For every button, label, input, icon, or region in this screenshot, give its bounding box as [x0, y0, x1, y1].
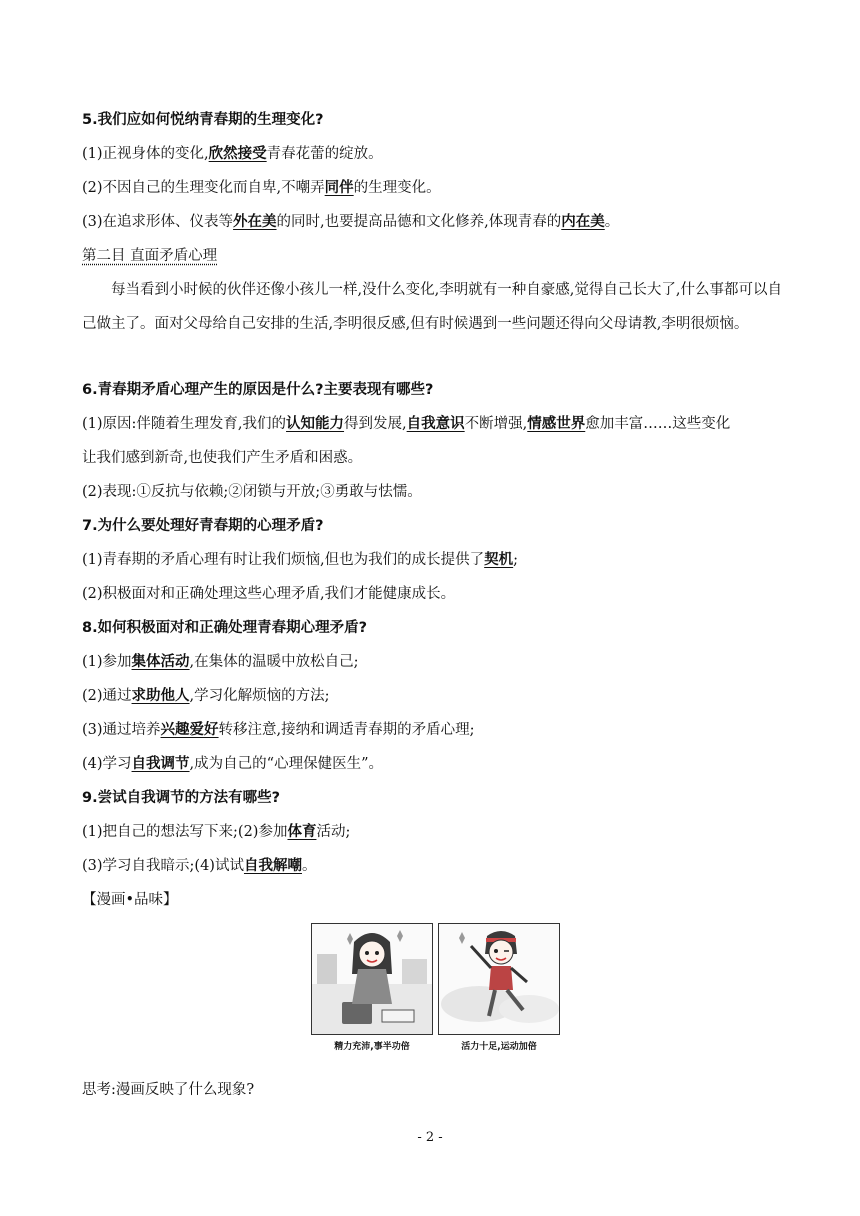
q9-title: 9.尝试自我调节的方法有哪些?	[82, 790, 281, 806]
comic-section-label: 【漫画•品味】	[82, 892, 178, 908]
question-prompt: 思考:漫画反映了什么现象?	[82, 1082, 255, 1098]
keyword: 自我解嘲	[243, 858, 302, 874]
keyword: 情感世界	[527, 416, 586, 432]
keyword: 内在美	[561, 214, 605, 230]
comic-image-running	[438, 923, 560, 1035]
q5-item-1: (1)正视身体的变化,欣然接受青春花蕾的绽放。	[82, 146, 383, 162]
keyword: 同伴	[324, 180, 354, 196]
q5-item-2: (2)不因自己的生理变化而自卑,不嘲弄同伴的生理变化。	[82, 180, 441, 196]
q8-item-1: (1)参加集体活动,在集体的温暖中放松自己;	[82, 654, 359, 670]
comic-panel-working	[311, 923, 433, 1051]
q5-title: 5.我们应如何悦纳青春期的生理变化?	[82, 112, 324, 128]
keyword: 集体活动	[131, 654, 190, 670]
q8-item-4: (4)学习自我调节,成为自己的“心理保健医生”。	[82, 756, 383, 772]
q5-item-3: (3)在追求形体、仪表等外在美的同时,也要提高品德和文化修养,体现青春的内在美。	[82, 214, 620, 230]
keyword: 契机	[484, 552, 514, 568]
q9-line-1: (1)把自己的想法写下来;(2)参加体育活动;	[82, 824, 351, 840]
story-paragraph: 每当看到小时候的伙伴还像小孩儿一样,没什么变化,李明就有一种自豪感,觉得自己长大了,什么事都可以自己做主了。面对父母给自己安排的生活,李明很反感,但有时候遇到一些问题还得向父母请教,李明很烦恼。	[82, 282, 782, 332]
q7-item-1: (1)青春期的矛盾心理有时让我们烦恼,但也为我们的成长提供了契机;	[82, 552, 519, 568]
q6-line-1: (1)原因:伴随着生理发育,我们的认知能力得到发展,自我意识不断增强,情感世界愈加丰富……这些变化	[82, 416, 731, 432]
comic-image-working	[311, 923, 433, 1035]
comic-caption: 活力十足,运动加倍	[461, 1042, 537, 1052]
q9-line-2: (3)学习自我暗示;(4)试试自我解嘲。	[82, 858, 317, 874]
comic-caption: 精力充沛,事半功倍	[334, 1042, 410, 1052]
q6-line-2: 让我们感到新奇,也使我们产生矛盾和困惑。	[82, 450, 363, 466]
keyword: 体育	[287, 824, 317, 840]
keyword: 自我意识	[406, 416, 465, 432]
q7-title: 7.为什么要处理好青春期的心理矛盾?	[82, 518, 324, 534]
keyword: 认知能力	[286, 416, 345, 432]
keyword: 欣然接受	[208, 146, 267, 162]
q6-line-3: (2)表现:①反抗与依赖;②闭锁与开放;③勇敢与怯懦。	[82, 484, 422, 500]
keyword: 求助他人	[131, 688, 190, 704]
q8-item-3: (3)通过培养兴趣爱好转移注意,接纳和调适青春期的矛盾心理;	[82, 722, 475, 738]
section-heading: 第二目 直面矛盾心理	[82, 248, 218, 264]
keyword: 自我调节	[131, 756, 190, 772]
page-number: - 2 -	[417, 1130, 443, 1145]
comic-panel-running	[438, 923, 560, 1051]
q8-title: 8.如何积极面对和正确处理青春期心理矛盾?	[82, 620, 368, 636]
keyword: 兴趣爱好	[160, 722, 219, 738]
q7-item-2: (2)积极面对和正确处理这些心理矛盾,我们才能健康成长。	[82, 586, 456, 602]
q6-title: 6.青春期矛盾心理产生的原因是什么?主要表现有哪些?	[82, 382, 434, 398]
q8-item-2: (2)通过求助他人,学习化解烦恼的方法;	[82, 688, 330, 704]
keyword: 外在美	[233, 214, 277, 230]
